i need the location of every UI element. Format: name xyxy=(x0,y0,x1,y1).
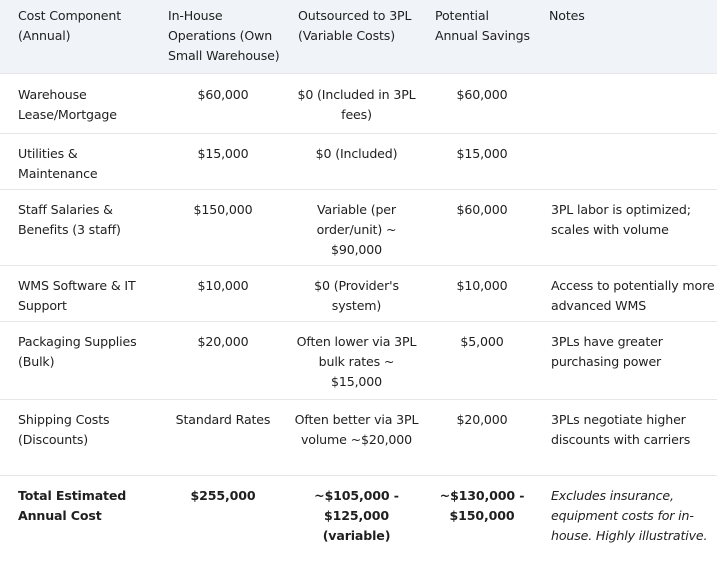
header-cost-component: Cost Component (Annual) xyxy=(18,8,122,43)
table-row xyxy=(0,321,717,399)
cell-savings: $10,000 xyxy=(456,277,508,293)
cell-component: Shipping Costs (Discounts) xyxy=(18,411,110,447)
header-notes: Notes xyxy=(549,8,585,23)
total-savings: ~$130,000 - $150,000 xyxy=(439,487,525,523)
cell-savings: $60,000 xyxy=(456,201,508,217)
cell-outsourced: $0 (Provider's system) xyxy=(314,277,399,313)
table-row xyxy=(0,265,717,321)
cell-notes: Access to potentially more advanced WMS xyxy=(551,277,715,313)
cell-notes: 3PL labor is optimized; scales with volume xyxy=(551,201,691,237)
cell-savings: $15,000 xyxy=(456,145,508,161)
cell-component: Staff Salaries & Benefits (3 staff) xyxy=(18,201,121,237)
header-savings: Potential Annual Savings xyxy=(435,8,530,43)
header-row xyxy=(0,0,717,73)
cell-outsourced: Often better via 3PL volume ~$20,000 xyxy=(294,411,419,447)
cell-in-house: Standard Rates xyxy=(175,411,271,427)
cell-notes xyxy=(551,134,715,144)
cell-savings: $5,000 xyxy=(460,333,504,349)
cell-outsourced: $0 (Included) xyxy=(315,145,398,161)
cell-notes xyxy=(551,74,715,85)
cell-in-house: $15,000 xyxy=(197,145,249,161)
cell-component: WMS Software & IT Support xyxy=(18,277,136,313)
header-outsourced: Outsourced to 3PL (Variable Costs) xyxy=(298,8,412,43)
cell-in-house: $10,000 xyxy=(197,277,249,293)
cell-outsourced: Variable (per order/unit) ~ $90,000 xyxy=(316,201,397,257)
cell-component: Packaging Supplies (Bulk) xyxy=(18,333,137,369)
cell-in-house: $60,000 xyxy=(197,86,249,102)
total-component: Total Estimated Annual Cost xyxy=(18,487,127,523)
cell-notes: 3PLs have greater purchasing power xyxy=(551,333,663,369)
total-notes: Excludes insurance, equipment costs for in-house. Highly illustrative. xyxy=(551,487,708,543)
table-row xyxy=(0,133,717,189)
cell-outsourced: $0 (Included in 3PL fees) xyxy=(297,86,416,122)
cell-savings: $20,000 xyxy=(456,411,508,427)
cell-savings: $60,000 xyxy=(456,86,508,102)
cell-component: Utilities & Maintenance xyxy=(18,145,98,181)
cell-notes: 3PLs negotiate higher discounts with carriers xyxy=(551,411,691,447)
cell-outsourced: Often lower via 3PL bulk rates ~ $15,000 xyxy=(296,333,417,389)
table-row xyxy=(0,189,717,265)
cell-in-house: $150,000 xyxy=(193,201,253,217)
cell-component: Warehouse Lease/Mortgage xyxy=(18,86,117,122)
header-in-house: In-House Operations (Own Small Warehouse) xyxy=(168,8,280,63)
total-outsourced: ~$105,000 - $125,000 (variable) xyxy=(314,487,399,543)
table-row xyxy=(0,73,717,133)
total-in-house: $255,000 xyxy=(190,487,256,503)
table-row xyxy=(0,399,717,475)
total-row xyxy=(0,475,717,572)
cell-in-house: $20,000 xyxy=(197,333,249,349)
